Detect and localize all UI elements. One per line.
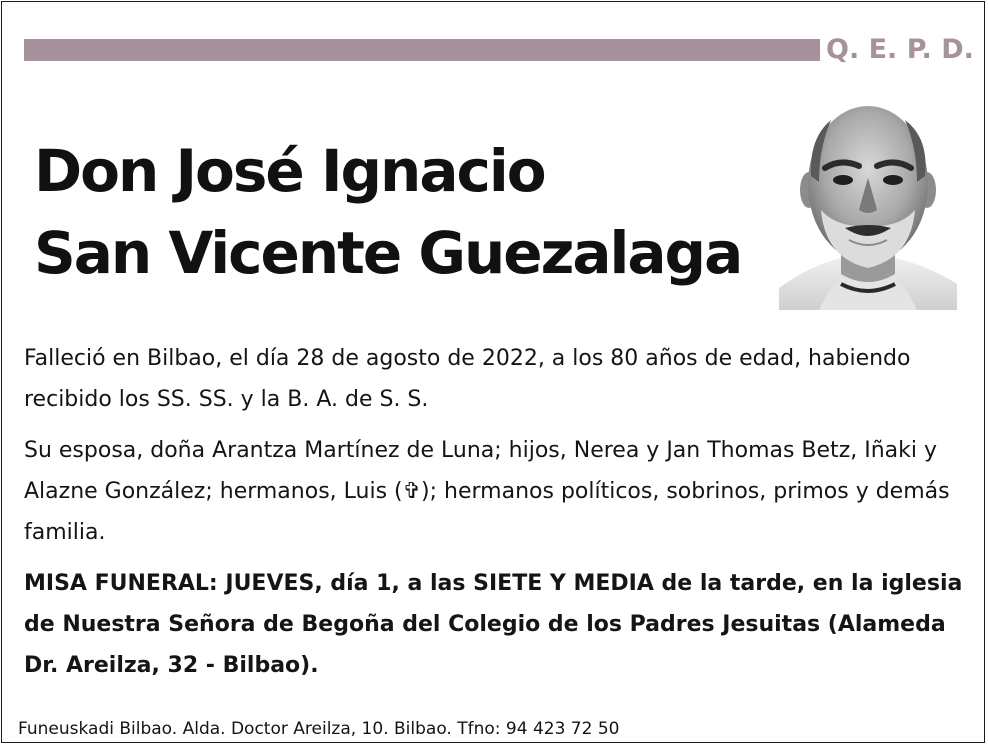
obituary-body bbox=[24, 338, 964, 696]
family-paragraph: Su esposa, doña Arantza Martínez de Luna; hijos, Nerea y Jan Thomas Betz, Iñaki y Alazne González; hermanos, Luis (✞); hermanos políticos, sobrinos, primos y demás familia. bbox=[24, 438, 950, 545]
name-line-2: San Vicente Guezalaga bbox=[34, 219, 742, 287]
name-line-1: Don José Ignacio bbox=[34, 137, 545, 205]
deceased-name bbox=[34, 130, 754, 294]
header-bar bbox=[24, 39, 820, 61]
portrait-illustration bbox=[779, 98, 957, 310]
funeral-paragraph: MISA FUNERAL: JUEVES, día 1, a las SIETE Y MEDIA de la tarde, en la iglesia de Nuestra Señora de Begoña del Colegio de los Padres Jesuitas (Alameda Dr. Areilza, 32 - Bilbao). bbox=[24, 571, 963, 678]
death-paragraph: Falleció en Bilbao, el día 28 de agosto de 2022, a los 80 años de edad, habiendo recibido los SS. SS. y la B. A. de S. S. bbox=[24, 346, 911, 412]
qepd-label: Q. E. P. D. bbox=[826, 34, 974, 65]
portrait-photo bbox=[779, 98, 957, 310]
funeral-home-footer: Funeuskadi Bilbao. Alda. Doctor Areilza, 10. Bilbao. Tfno: 94 423 72 50 bbox=[18, 719, 620, 739]
